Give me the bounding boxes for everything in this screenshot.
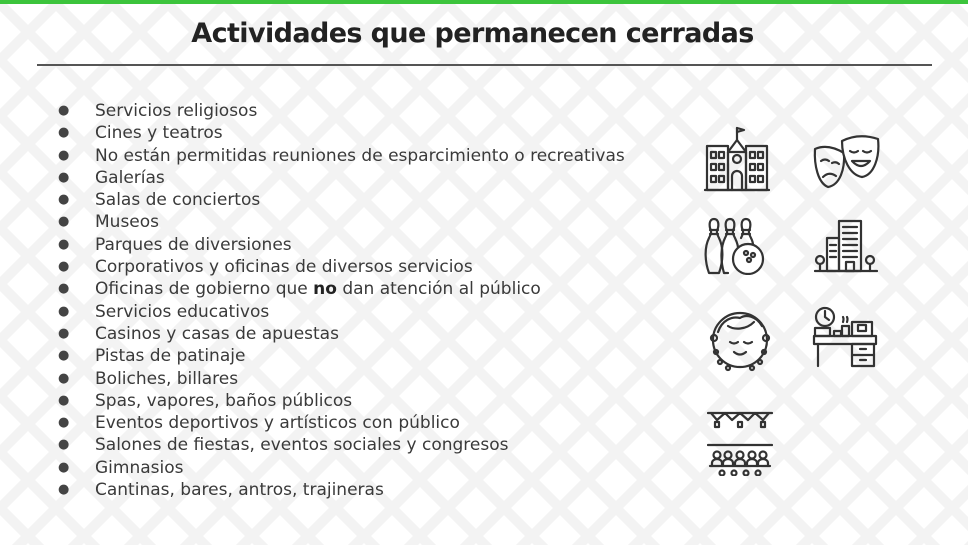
item-text: Salas de conciertos	[95, 190, 261, 211]
list-item	[58, 457, 625, 479]
bullet: ●	[58, 259, 70, 275]
bullet: ●	[58, 147, 70, 163]
bullet: ●	[58, 482, 70, 498]
bullet: ●	[58, 192, 70, 208]
list-item	[58, 256, 625, 278]
item-text: Casinos y casas de apuestas	[95, 323, 339, 344]
child-face-icon	[706, 306, 774, 372]
item-text: Eventos deportivos y artísticos con público	[95, 413, 460, 434]
theater-masks-icon	[812, 135, 880, 193]
audience-stage-icon	[707, 410, 773, 476]
bullet: ●	[58, 415, 70, 431]
office-desk-icon	[812, 306, 878, 368]
title-divider	[37, 64, 932, 66]
item-text: Corporativos y oficinas de diversos servicios	[95, 257, 473, 278]
item-text-emphasis: no	[313, 279, 337, 300]
list-item	[58, 390, 625, 412]
office-building-icon	[814, 218, 878, 274]
item-text: Salones de fiestas, eventos sociales y congresos	[95, 435, 509, 456]
list-item	[58, 234, 625, 256]
bullet: ●	[58, 348, 70, 364]
item-text: Spas, vapores, baños públicos	[95, 390, 353, 411]
page-title: Actividades que permanecen cerradas	[191, 18, 754, 49]
list-item	[58, 434, 625, 456]
activities-list	[58, 100, 625, 501]
bullet: ●	[58, 459, 70, 475]
list-item	[58, 412, 625, 434]
list-item	[58, 189, 625, 211]
item-text: Cantinas, bares, antros, trajineras	[95, 480, 384, 501]
list-item	[58, 167, 625, 189]
list-item	[58, 479, 625, 501]
list-item	[58, 145, 625, 167]
item-text: Museos	[95, 212, 160, 233]
item-text: Galerías	[95, 167, 165, 188]
bullet: ●	[58, 392, 70, 408]
item-text-before: Oficinas de gobierno que	[95, 279, 314, 300]
item-text: No están permitidas reuniones de esparcimiento o recreativas	[95, 145, 625, 166]
bullet: ●	[58, 214, 70, 230]
bullet: ●	[58, 103, 70, 118]
item-text: Cines y teatros	[95, 123, 223, 144]
item-text: Servicios educativos	[95, 301, 270, 322]
item-text: Servicios religiosos	[95, 101, 258, 121]
list-item	[58, 368, 625, 390]
item-text: Pistas de patinaje	[95, 346, 246, 367]
bowling-icon	[704, 217, 768, 275]
bullet: ●	[58, 281, 70, 297]
list-item	[58, 345, 625, 367]
bullet: ●	[58, 236, 70, 252]
item-text: Boliches, billares	[95, 368, 239, 389]
list-item	[58, 301, 625, 323]
bullet: ●	[58, 370, 70, 386]
bullet: ●	[58, 325, 70, 341]
list-item	[58, 211, 625, 233]
school-building-icon	[704, 126, 770, 192]
list-item	[58, 122, 625, 144]
bullet: ●	[58, 303, 70, 319]
list-item	[58, 278, 625, 300]
item-text: Gimnasios	[95, 457, 184, 478]
list-item	[58, 100, 625, 122]
bullet: ●	[58, 125, 70, 141]
bullet: ●	[58, 169, 70, 185]
list-item	[58, 323, 625, 345]
item-text-after: dan atención al público	[336, 279, 541, 300]
item-text: Parques de diversiones	[95, 234, 292, 255]
bullet: ●	[58, 437, 70, 453]
